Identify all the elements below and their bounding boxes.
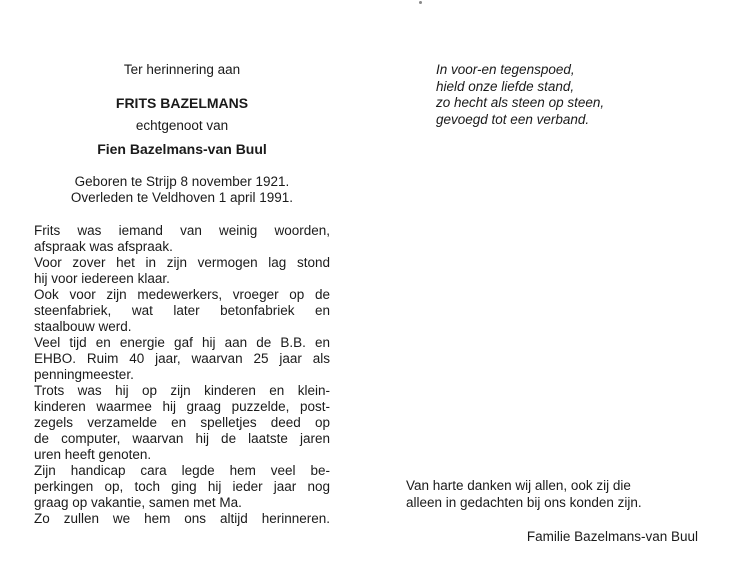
bio-line: Ook voor zijn medewerkers, vroeger op de bbox=[34, 287, 330, 302]
spouse-name: Fien Bazelmans-van Buul bbox=[97, 141, 267, 157]
birth-line: Geboren te Strijp 8 november 1921. bbox=[74, 174, 290, 189]
bio-line: steenfabriek, wat later betonfabriek en bbox=[34, 303, 330, 318]
life-dates bbox=[34, 174, 330, 206]
poem bbox=[436, 62, 604, 128]
bio-line: graag op vakantie, samen met Ma. bbox=[34, 495, 242, 510]
bio-line: perkingen op, toch ging hij ieder jaar nog bbox=[34, 479, 330, 494]
poem-line: zo hecht als steen op steen, bbox=[436, 95, 605, 110]
bio-line: de computer, waarvan hij de laatste jaren bbox=[34, 431, 330, 446]
intro-text: Ter herinnering aan bbox=[123, 62, 241, 77]
poem-line: gevoegd tot een verband. bbox=[436, 111, 590, 127]
spouse-label: echtgenoot van bbox=[135, 118, 229, 133]
family-signature: Familie Bazelmans-van Buul bbox=[526, 529, 698, 544]
bio-line: Veel tijd en energie gaf hij aan de B.B. en bbox=[34, 335, 330, 350]
bio-line: EHBO. Ruim 40 jaar, waarvan 25 jaar als bbox=[34, 351, 330, 366]
bio-line: Zijn handicap cara legde hem veel be- bbox=[34, 463, 330, 478]
bio-line: zegels verzamelde en spelletjes deed op bbox=[34, 415, 330, 430]
deceased-name: FRITS BAZELMANS bbox=[115, 95, 249, 111]
speck-mark bbox=[419, 1, 422, 4]
bio-line: afspraak was afspraak. bbox=[34, 239, 173, 254]
bio-line: uren heeft genoten. bbox=[34, 447, 152, 462]
poem-line: In voor-en tegenspoed, bbox=[436, 62, 575, 77]
bio-line: Zo zullen we hem ons altijd herinneren. bbox=[34, 511, 330, 526]
bio-line: staalbouw werd. bbox=[34, 319, 132, 334]
bio-line: Trots was hij op zijn kinderen en klein- bbox=[34, 383, 330, 398]
poem-line: hield onze liefde stand, bbox=[436, 78, 575, 94]
thanks-text bbox=[406, 477, 642, 511]
bio-line: penningmeester. bbox=[34, 367, 134, 382]
bio-line: kinderen waarmee hij graag puzzelde, post- bbox=[34, 399, 330, 414]
thanks-line: alleen in gedachten bij ons konden zijn. bbox=[406, 495, 642, 510]
bio-line: Frits was iemand van weinig woorden, bbox=[34, 223, 330, 238]
bio-line: Voor zover het in zijn vermogen lag stond bbox=[34, 255, 330, 270]
death-line: Overleden te Veldhoven 1 april 1991. bbox=[70, 190, 294, 205]
biography bbox=[34, 223, 330, 527]
bio-line: hij voor iedereen klaar. bbox=[34, 271, 170, 286]
thanks-line: Van harte danken wij allen, ook zij die bbox=[406, 478, 631, 493]
